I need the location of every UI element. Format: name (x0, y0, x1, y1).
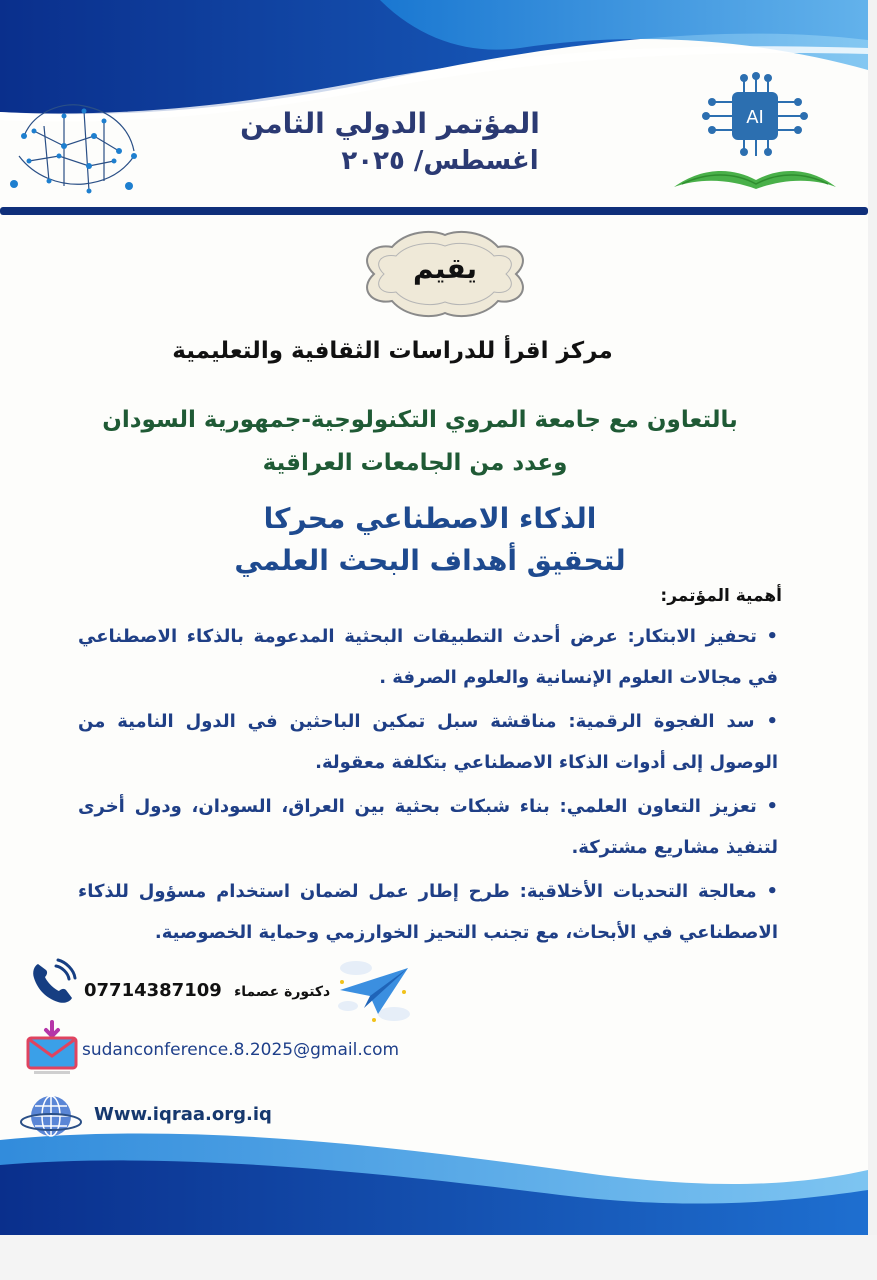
list-item: • تحفيز الابتكار: عرض أحدث التطبيقات البحثية المدعومة بالذكاء الاصطناعي في مجالات العلوم الإنسانية والعلوم الصرفة . (78, 626, 778, 688)
globe-icon (20, 1092, 82, 1142)
topic-line-1: الذكاء الاصطناعي محركا (263, 502, 597, 535)
importance-list (78, 616, 778, 956)
website-link[interactable]: Www.iqraa.org.iq (94, 1104, 272, 1125)
ai-logo-text: AI (746, 107, 764, 128)
phone-contact (84, 978, 330, 1005)
topic-line-2: لتحقيق أهداف البحث العلمي (234, 544, 626, 577)
phone-owner-label: دكتورة عصماء (234, 984, 331, 1000)
cooperation-line-2: وعدد من الجامعات العراقية (262, 450, 568, 476)
neural-brain-icon (4, 96, 142, 202)
badge-label: يقيم (412, 252, 478, 285)
ai-book-logo-icon (672, 72, 840, 194)
email-icon (26, 1020, 78, 1076)
phone-icon (28, 958, 78, 1008)
list-item: • سد الفجوة الرقمية: مناقشة سبل تمكين الباحثين في الدول النامية من الوصول إلى أدوات الذكاء الاصطناعي بتكلفة معقولة. (78, 711, 778, 773)
phone-number: 07714387109 (84, 980, 222, 1001)
conference-date: اغسطس/ ٢٠٢٥ (341, 146, 539, 176)
organizer-name: مركز اقرأ للدراسات الثقافية والتعليمية (172, 338, 613, 364)
email-address[interactable]: sudanconference.8.2025@gmail.com (82, 1040, 400, 1060)
list-item: • تعزيز التعاون العلمي: بناء شبكات بحثية بين العراق، السودان، ودول أخرى لتنفيذ مشاريع مشتركة. (78, 796, 778, 858)
importance-heading: أهمية المؤتمر: (660, 586, 782, 606)
list-item: • معالجة التحديات الأخلاقية: طرح إطار عمل لضمان استخدام مسؤول للذكاء الاصطناعي في الأبحاث، مع تجنب التحيز الخوارزمي وحماية الخصوصية. (78, 881, 778, 943)
paper-plane-icon (334, 956, 414, 1026)
conference-title: المؤتمر الدولي الثامن (240, 107, 540, 140)
cooperation-line-1: بالتعاون مع جامعة المروي التكنولوجية-جمهورية السودان (102, 407, 738, 433)
